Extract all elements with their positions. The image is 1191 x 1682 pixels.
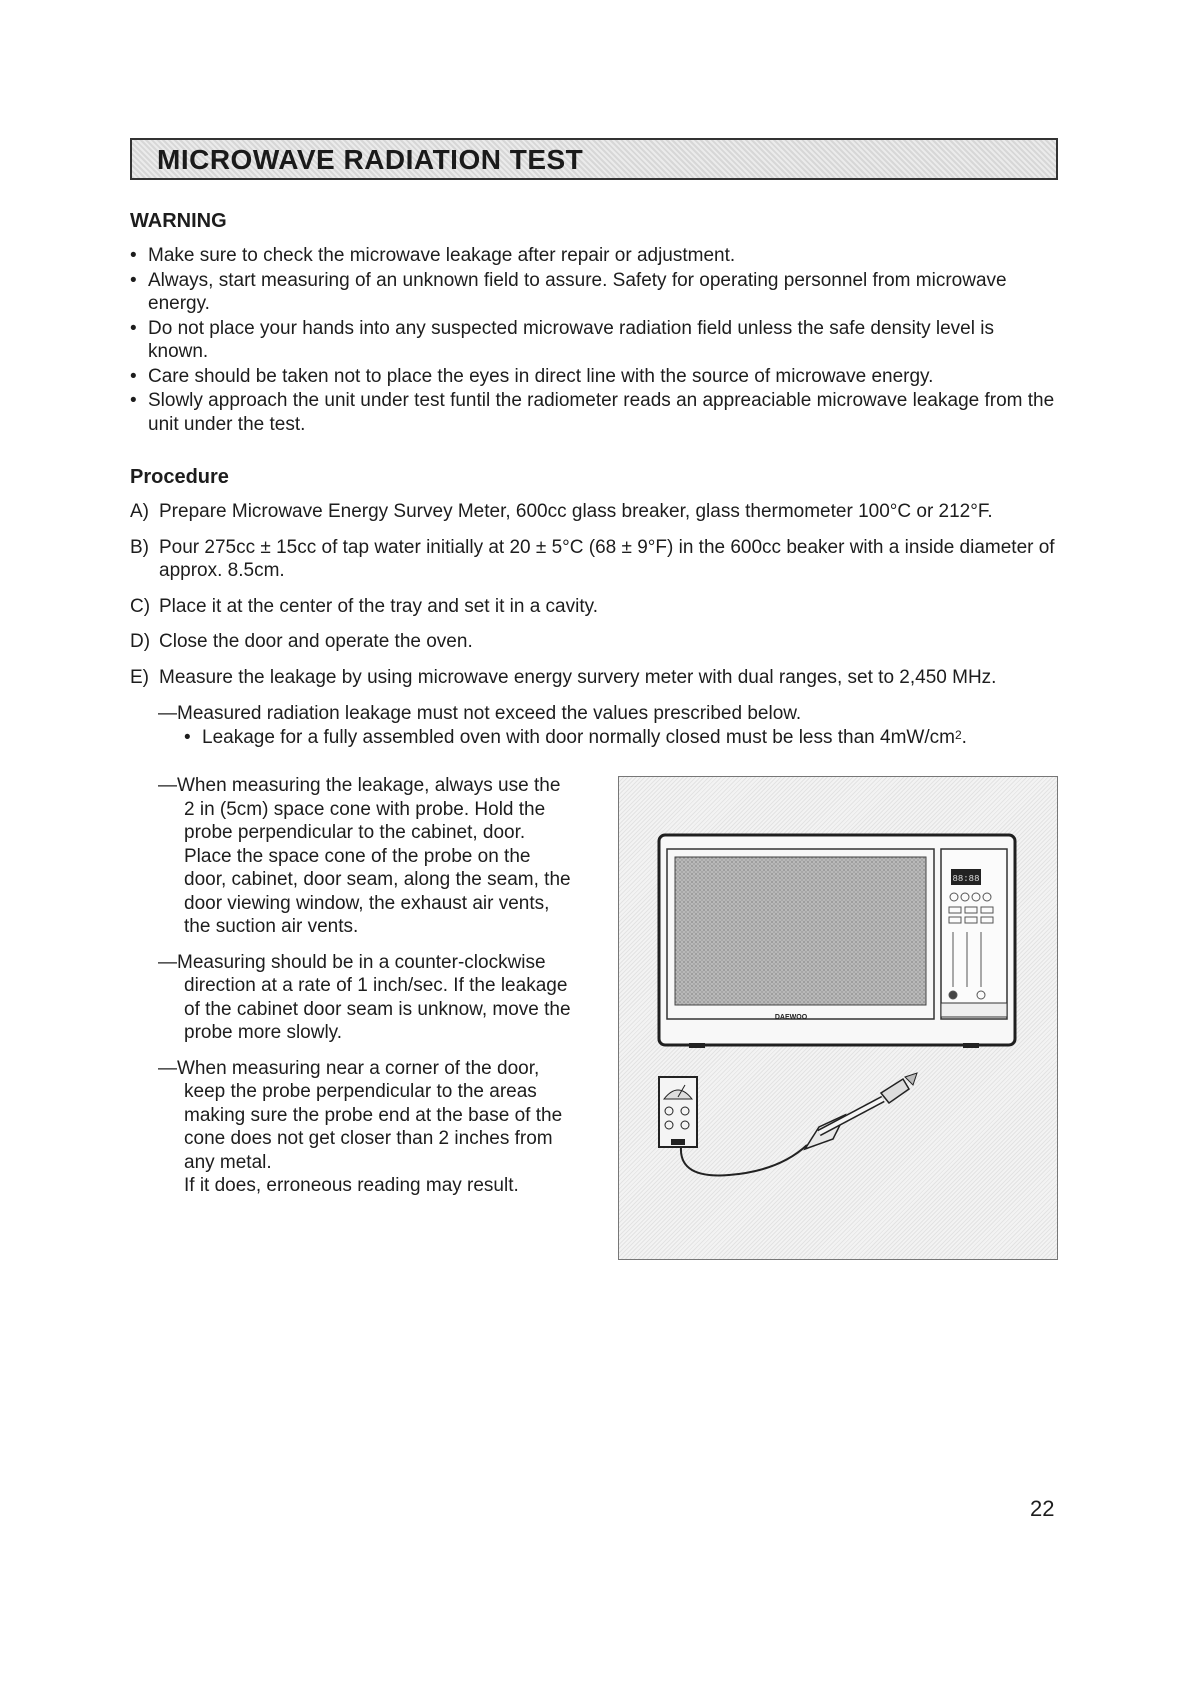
procedure-steps: [130, 500, 1058, 701]
step-text: Prepare Microwave Energy Survey Meter, 600cc glass breaker, glass thermometer 100°C or 212°F.: [159, 501, 993, 522]
procedure-heading: Procedure: [130, 466, 229, 488]
probe-cable: [681, 1145, 807, 1175]
measurement-note: —Measuring should be in a counter-clockwise direction at a rate of 1 inch/sec. If the leakage of the cabinet door seam is unknow, move the probe more slowly.: [158, 951, 571, 1043]
leakage-unit-superscript: 2: [954, 728, 962, 742]
warning-item: • Make sure to check the microwave leakage after repair or adjustment.: [130, 244, 1058, 268]
warning-item: • Slowly approach the unit under test funtil the radiometer reads an appreaciable microwave leakage from the unit under the test.: [130, 389, 1058, 436]
step-letter: A): [130, 501, 149, 522]
procedure-step: [130, 630, 1058, 654]
step-text: Measure the leakage by using microwave energy survery meter with dual ranges, set to 2,450 MHz.: [159, 666, 997, 688]
note-text: —When measuring near a corner of the door, keep the probe perpendicular to the areas making sure the probe end at the base of the cone does not get closer than 2 inches from any metal.: [158, 1057, 563, 1173]
leakage-limit-text: Leakage for a fully assembled oven with door normally closed must be less than 4mW/cm: [202, 727, 955, 748]
note-last-line: If it does, erroneous reading may result.: [184, 1175, 519, 1196]
measurement-notes: [158, 774, 576, 1210]
illustration-drawing: [619, 777, 1059, 1261]
probe-icon: [805, 1073, 917, 1149]
warning-item: • Always, start measuring of an unknown field to assure. Safety for operating personnel from microwave energy.: [130, 269, 1058, 316]
section-title-bar: [130, 138, 1058, 180]
step-letter: D): [130, 631, 151, 652]
page-title: MICROWAVE RADIATION TEST: [157, 144, 584, 175]
page-number: 22: [1030, 1496, 1055, 1521]
step-letter: E): [130, 666, 149, 688]
oven-door-button: [941, 1003, 1007, 1017]
leakage-limit-end: .: [961, 727, 967, 748]
procedure-step: [130, 500, 1058, 524]
warning-list: [130, 244, 1058, 437]
step-text: Close the door and operate the oven.: [159, 631, 473, 652]
step-text: Pour 275cc ± 15cc of tap water initially at 20 ± 5°C (68 ± 9°F) in the 600cc beaker with a inside diameter of approx. 8.5cm.: [159, 536, 1055, 581]
step-text: Place it at the center of the tray and set it in a cavity.: [159, 595, 598, 617]
oven-display-text: 88:88: [952, 874, 980, 884]
oven-foot: [963, 1043, 979, 1048]
warning-item: • Do not place your hands into any suspected microwave radiation field unless the safe density level is known.: [130, 317, 1058, 364]
warning-heading: WARNING: [130, 210, 227, 232]
leakage-limit-item: [184, 726, 1076, 750]
radiation-limit-text: —Measured radiation leakage must not exceed the values prescribed below.: [158, 703, 802, 724]
survey-meter-icon: [659, 1077, 697, 1147]
step-letter: C): [130, 595, 151, 617]
oven-brand-label: DAEWOO: [774, 1014, 808, 1021]
oven-window: [675, 857, 926, 1005]
measurement-note: [158, 1057, 576, 1198]
step-letter: B): [130, 536, 149, 558]
procedure-step: [130, 595, 1058, 619]
oven-foot: [689, 1043, 705, 1048]
measurement-note: —When measuring the leakage, always use the 2 in (5cm) space cone with probe. Hold the probe perpendicular to the cabinet, door. Place the space cone of the probe on the door, cabinet, door seam, along the seam, the door viewing window, the exhaust air vents, the suction air vents.: [158, 775, 571, 937]
procedure-step: [130, 666, 1058, 690]
procedure-step: [130, 536, 1058, 583]
leakage-test-illustration: [618, 776, 1058, 1260]
warning-item: • Care should be taken not to place the eyes in direct line with the source of microwave energy.: [130, 365, 1058, 389]
